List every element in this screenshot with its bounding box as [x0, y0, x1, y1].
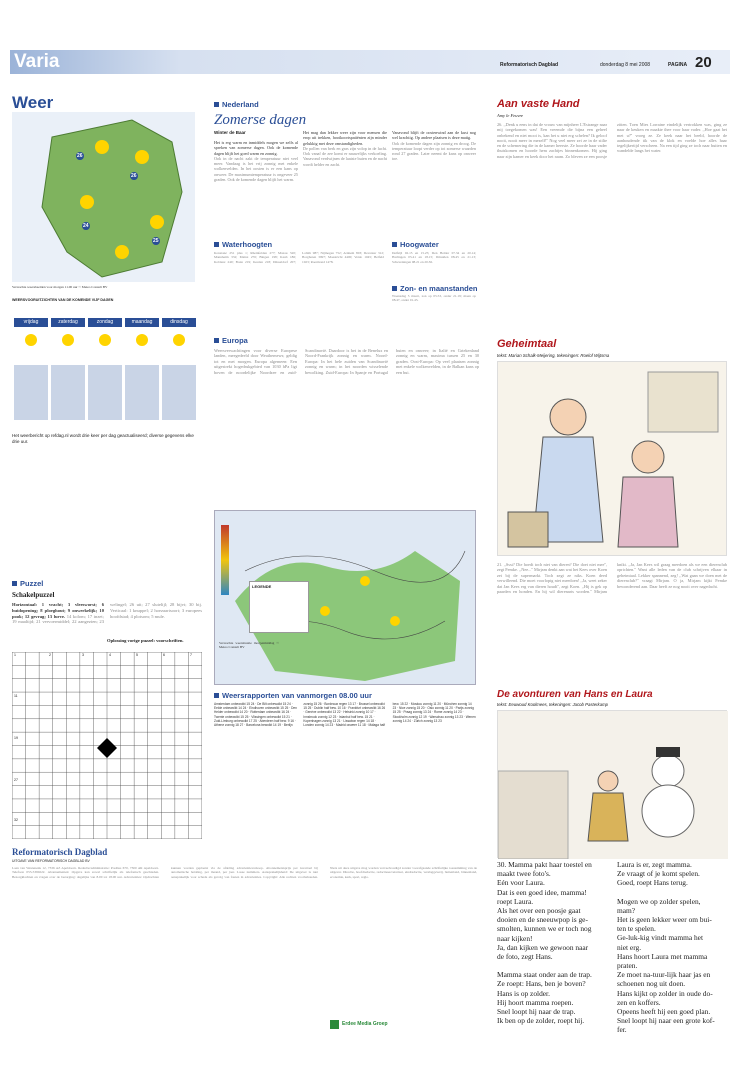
cell-number: 32	[14, 818, 18, 822]
waterhoogten-text: Konstanz 251 plus 1; Rheinfelden 277; Maxau 520; Mannheim 332; Mainz 276; Bingen 198; Kaub 186; Koblenz 240; Bonn 219; Keulen 218; Düsseldorf 207; Lobith 987; Nijmegen 752; Arnhem 803; Deventer 312; Borgharen 3997; Maastricht 4400; Venlo 1045; Belfeld 1023; Roermond 1478.	[214, 251, 384, 264]
puzzel-answer: Oplossing vorige puzzel: voorschriften.	[107, 638, 184, 643]
nederland-kicker: Winter de Baar	[214, 130, 246, 135]
page-number: 20	[695, 54, 712, 71]
girls-drawing-icon	[498, 362, 728, 557]
geheimtaal-illustration	[497, 361, 727, 556]
forecast-icons	[12, 330, 197, 425]
day-label: maandag	[125, 318, 159, 327]
weersrapporten-title: Weersrapporten van vanmorgen 08.00 uur	[214, 691, 372, 700]
map-temp: 25	[153, 238, 159, 244]
weersrapporten-table: Amsterdam onbewolkt 15 24 · De Bilt onbewolkt 15 24 · Eelde onbewolkt 14 24 · Eindhoven onbewolkt 15 25 · Den Helder onbewolkt 14 20 · Rotterdam onbewolkt 16 24 · Twente onbewolkt 15 25 · Vlissingen onbewolkt 15 21 · Zuid-Limburg onbewolkt 17 25 · Aberdeen half bew. 9 16 · Athene zonnig 18 27 · Barcelona bewolkt 14 19 · Berlijn zonnig 15 26 · Bordeaux regen 13 17 · Brussel onbewolkt 15 25 · Dublin half bew. 10 16 · Frankfurt onbewolkt 16 26 · Genève onbewolkt 13 22 · Helsinki zonnig 10 17 · Innsbruck zonnig 12 23 · Istanbul half bew. 15 21 · Kopenhagen zonnig 13 21 · Lissabon regen 14 18 · Londen zonnig 14 23 · Madrid onweer 11 18 · Málaga half bew. 15 22 · Moskou zonnig 11 20 · München zonnig 14 23 · Nice zonnig 15 20 · Oslo zonnig 11 20 · Parijs zonnig 15 25 · Praag zonnig 13 24 · Rome zonnig 14 23 · Stockholm zonnig 12 19 · Warschau zonnig 13 23 · Wenen zonnig 14 24 · Zürich zonnig 13 23	[214, 702, 476, 728]
map-legend: LEGENDE	[249, 581, 309, 633]
section-title: Varia	[10, 50, 180, 74]
sun-icon	[80, 195, 94, 209]
paper-name: Reformatorisch Dagblad	[500, 62, 559, 68]
puzzel-title: Schakelpuzzel	[12, 591, 55, 599]
colofon-text: Laan van Westenenk 12, 7336 AZ Apeldoorn. Redactie/administratie: Postbus 670, 7300 AR Apeldoorn. Telefoon 055-5390222. Abonnementen: Opgave kan zowel schriftelijk als telefonisch geschieden. Bezorgklachten en vragen over de bezorging: dagelijks van 8.00 tot 18.00 uur. Advertenties: Opdrachten kunnen worden geplaatst via de afdeling advertentieverkoop. Abonnementsprijs per kwartaal bij automatische betaling, per maand, per jaar. Losse nummers. Aansprakelijkheid: De uitgever is niet aansprakelijk voor schade als gevolg van fouten in advertenties. Copyright: Alle rechten voorbehouden. Niets uit deze uitgave mag worden verveelvoudigd zonder voorafgaande schriftelijke toestemming van de uitgever. Directie, hoofdredactie, redactiesecretariaat, eindredactie, verslaggeverij, buitenland, binnenland, economie, kerk, sport, regio.	[12, 866, 477, 879]
section-waterhoogten: Waterhoogten	[214, 240, 272, 249]
cell-number: 1	[14, 653, 16, 657]
day-label: dinsdag	[162, 318, 196, 327]
cell-number: 7	[190, 653, 192, 657]
sun-icon	[95, 140, 109, 154]
europa-text: Weersverwachtingen voor diverse Europese landen, meegedeeld door Weathernews; geldig tot en met morgen. Europa algemeen: Een uitgestrekt hogedrukgebied van 1030 hPa ligt boven de noordelijke Noordzee en zuid-Scandinavië. Daardoor is het in de Benelux en Noord-Frankrijk zonnig en warm. Noord-Europa: In het hele zuiden van Scandinavië zonnig en warm; in het noorden wisselende bewolking. Zuid-Europa: In Spanje en Portugal buien en onweer; in Italië en Griekenland zonnig en warm, maxima tussen 25 en 30 graden. Oost-Europa: Op veel plaatsen zonnig met enkele wolkenvelden, in de Balkan kans op een bui.	[214, 348, 479, 375]
geheimtaal-title: Geheimtaal	[497, 338, 557, 350]
erdee-logo	[330, 1020, 339, 1029]
nederland-col2: Het mag dan lekker weer zijn voor mensen die erop uit trekken, hooikoortspatiënten zijn minder gelukkig met deze omstandigheden. De pollen van berk en gras zijn volop in de lucht. Ook vanaf de zee komt er nauwelijks verkoeling. Vanavond verdwijnen de laatste buien en de nacht wordt helder en zacht.	[303, 130, 387, 167]
sun-icon	[135, 150, 149, 164]
forecast-panel	[12, 318, 197, 426]
hoogwater-text: Delfzijl 02.15 en 15.25; Den Helder 07.34 en 20.14; Harlingen 05.41 en 18.15; IJmuiden 08.45 en 21.13; Scheveningen 08.21 en 20.36.	[392, 251, 476, 264]
cell-number: 6	[163, 653, 165, 657]
colofon-sub: UITGAVE VAN REFORMATORISCH DAGBLAD BV	[12, 859, 90, 863]
day-label: vrijdag	[14, 318, 48, 327]
section-europa: Europa	[214, 336, 248, 345]
sun-icon	[115, 245, 129, 259]
aan-vaste-hand-text: 26. ,,Denk u eens in dat de vrouw van mijnheer L'Estrange naar mij toegekomen was! Een vreemde die bijna een geheel onbekend en niet mooi is, kan het u niet erg schelen? Ik geloof nooit, nooit meer in mezelf!'' Nog veel meer zei ze in de stilte en de schemering die in de kamer heerste. Ze hoorde haar vader thuiskomen en hoorde hem zachtjes binnenkomen. Hij ging naar zijn kamer en keek door het raam. Zo bleven ze een poosje zitten. Toen Mies Lorraine eindelijk vertrokken was, ging ze naar de keuken en maakte thee voor haar vader. ,,Hoe gaat het met u?'' vroeg ze. Ze keek naar het beeld, hoorde de aanhoudende tik van de klok en voelde hoe alles haar tegelijkertijd verscheen. Na een tijd ging ze toch naar buiten en wandelde langs het water.	[497, 122, 727, 159]
section-nederland: Nederland	[214, 100, 259, 109]
date: donderdag 8 mei 2008	[600, 62, 651, 68]
crossword	[12, 652, 202, 839]
netherlands-map-icon	[12, 112, 195, 282]
aan-vaste-hand-title: Aan vaste Hand	[497, 98, 580, 110]
page-label: PAGINA	[668, 62, 688, 68]
cell-number: 27	[14, 778, 18, 782]
hans-laura-col1: 30. Mamma pakt haar toestel en maakt twee foto's. Eén voor Laura. Dat is een goed idee, mamma! roept Laura. Als het over een poosje gaat dooien en de sneeuwpop is ge- smolten, kunnen we er toch nog naar kijken! Ja, dan kijken we gewoon naar de foto, zegt Hans. Mamma staat onder aan de trap. Ze roept: Hans, ben je boven? Hans is op zolder. Hij hoort mamma roepen. Snel loopt hij naar de trap. Ik ben op de zolder, roept hij.	[497, 860, 592, 1026]
map-temp: 26	[77, 153, 83, 159]
hans-laura-illustration	[497, 710, 727, 858]
nederland-col3: Vanavond blijft de oostenwind aan de kust nog wel krachtig. Op andere plaatsen is deze matig. Ook de komende dagen zijn zonnig en droog. De temperatuur loopt verder op tot zomerse waarden rond 27 graden. Later neemt de kans op onweer toe.	[392, 130, 476, 162]
weer-footnote: Het weerbericht op refdag.nl wordt drie keer per dag geactualiseerd; diverse gegevens elke drie uur.	[12, 433, 194, 444]
cell-number: 19	[14, 736, 18, 740]
hans-laura-title: De avonturen van Hans en Laura	[497, 689, 653, 700]
cell-number: 5	[136, 653, 138, 657]
geheimtaal-text: 21. ,,Ssst? Die hoedt toch niet van dieren? Die doet niet mee'', zegt Femke. ,,Nee...'' Mirjam denkt aan wat het Kees over Koen zei bij de supermarkt. Toch zegt ze niks. Koen deed verwilleend. Die moet voorlopig niet meedoen! ,,Ja, weet zeker dat Jan Kees erg van dieren houdt'', zegt Koen. ,,Hij is gek op paarden en honden. En hij wil dierenarts worden.'' Mirjam knikt. ,,Ja, Jan Kees wil graag meedoen als we een dierenclub oprichten.'' Want alle leden van de club schrijven elkaar in geheimtaal. Lekker spannend, zeg! ,,Wat gaan we doen met de dierenclub?'' vraagt Mirjam. O ja, Mirjam kijkt Femke bewonderend aan. Daar heeft ze nog nooit over nagedacht.	[497, 562, 727, 595]
erdee-brand: Erdee Media Groep	[342, 1021, 388, 1027]
geheimtaal-credits: tekst: Marian Schalk-Meijering, tekeningen: Roelof Wijtsma	[497, 353, 610, 358]
map-temp: 24	[83, 223, 89, 229]
map-temp: 26	[131, 173, 137, 179]
cell-number: 2	[49, 653, 51, 657]
nederland-col1: Het is erg warm en inmiddels mogen we zelfs al spreken van zomerse dagen. Ook de komende dagen blijft het goed warm en zonnig. Ook in de nacht zakt de temperatuur niet veel meer. Vandaag is het vrij zonnig met enkele wolkenvelden. In het oosten is er een kans op onweer. De maximumtemperatuur is ongeveer 25 graden. Ook de komende dagen blijft het warm.	[214, 140, 298, 183]
europe-map-caption: Verwachte weersituatie morgenmiddag © Meteo Consult BV	[219, 641, 279, 650]
sun-icon	[150, 215, 164, 229]
aan-vaste-hand-author: Amy le Feuvre	[497, 113, 524, 118]
map-caption: Verwachte weersbeelden voor morgen 11.00 uur © Meteo Consult BV	[12, 285, 108, 289]
colofon-title: Reformatorisch Dagblad	[12, 847, 108, 857]
weer-title: Weer	[12, 93, 54, 112]
section-puzzel: Puzzel	[12, 579, 43, 588]
hans-laura-credits: tekst: Eeuwoud Koolmees, tekeningen: Jacob Pasterkamp	[497, 702, 609, 707]
puzzel-clues: Horizontaal: 1 vracht; 3 vleesworst; 6 huidopening; 8 ploeghout; 9 onwerkelijk; 10 pook; 12 gevrag; 13 lurve. 14 kolom; 17 inzet; 19 maaltijd; 21 vervoermiddel; 22 aangezien; 23 welingel; 26 uit; 27 slutelijl; 28 bijvt; 30 bij. Verticaal: 1 knuppel; 2 hoezaartsoort; 3 europees hoofdstad; 4 plotsom; 5 mule.	[12, 602, 202, 625]
cell-number: 4	[109, 653, 111, 657]
zon-maan-text: Woensdag 5 maart, zon op 05.53, onder 21.19; maan op 08.47, onder 01.45.	[392, 294, 476, 303]
cell-number: 11	[14, 694, 18, 698]
hans-laura-col2: Laura is er, zegt mamma. Ze vraagt of je komt spelen. Goed, roept Hans terug. Mogen we op zolder spelen, mam? Het is geen lekker weer om bui- ten te spelen. Ge-luk-kig vindt mamma het niet erg. Hans hoort Laura met mamma praten. Ze moet na-tuur-lijk haar jas en schoenen nog uit doen. Hans kijkt op zolder in oude do- zen en koffers. Opeens heeft hij een goed plan. Snel loopt hij naar een grote kof- fer.	[617, 860, 715, 1035]
weather-map	[12, 112, 195, 282]
section-zon-maan: Zon- en maanstanden	[392, 284, 478, 293]
section-hoogwater: Hoogwater	[392, 240, 439, 249]
day-label: zaterdag	[51, 318, 85, 327]
forecast-title: WEERSVOORUITZICHTEN VAN DE KOMENDE VIJF DAGEN	[12, 298, 114, 302]
day-label: zondag	[88, 318, 122, 327]
cell-number: 3	[82, 653, 84, 657]
snowman-drawing-icon	[498, 711, 728, 859]
europe-map	[214, 510, 476, 685]
crossword-grid	[12, 652, 202, 844]
nederland-headline: Zomerse dagen	[214, 112, 307, 128]
